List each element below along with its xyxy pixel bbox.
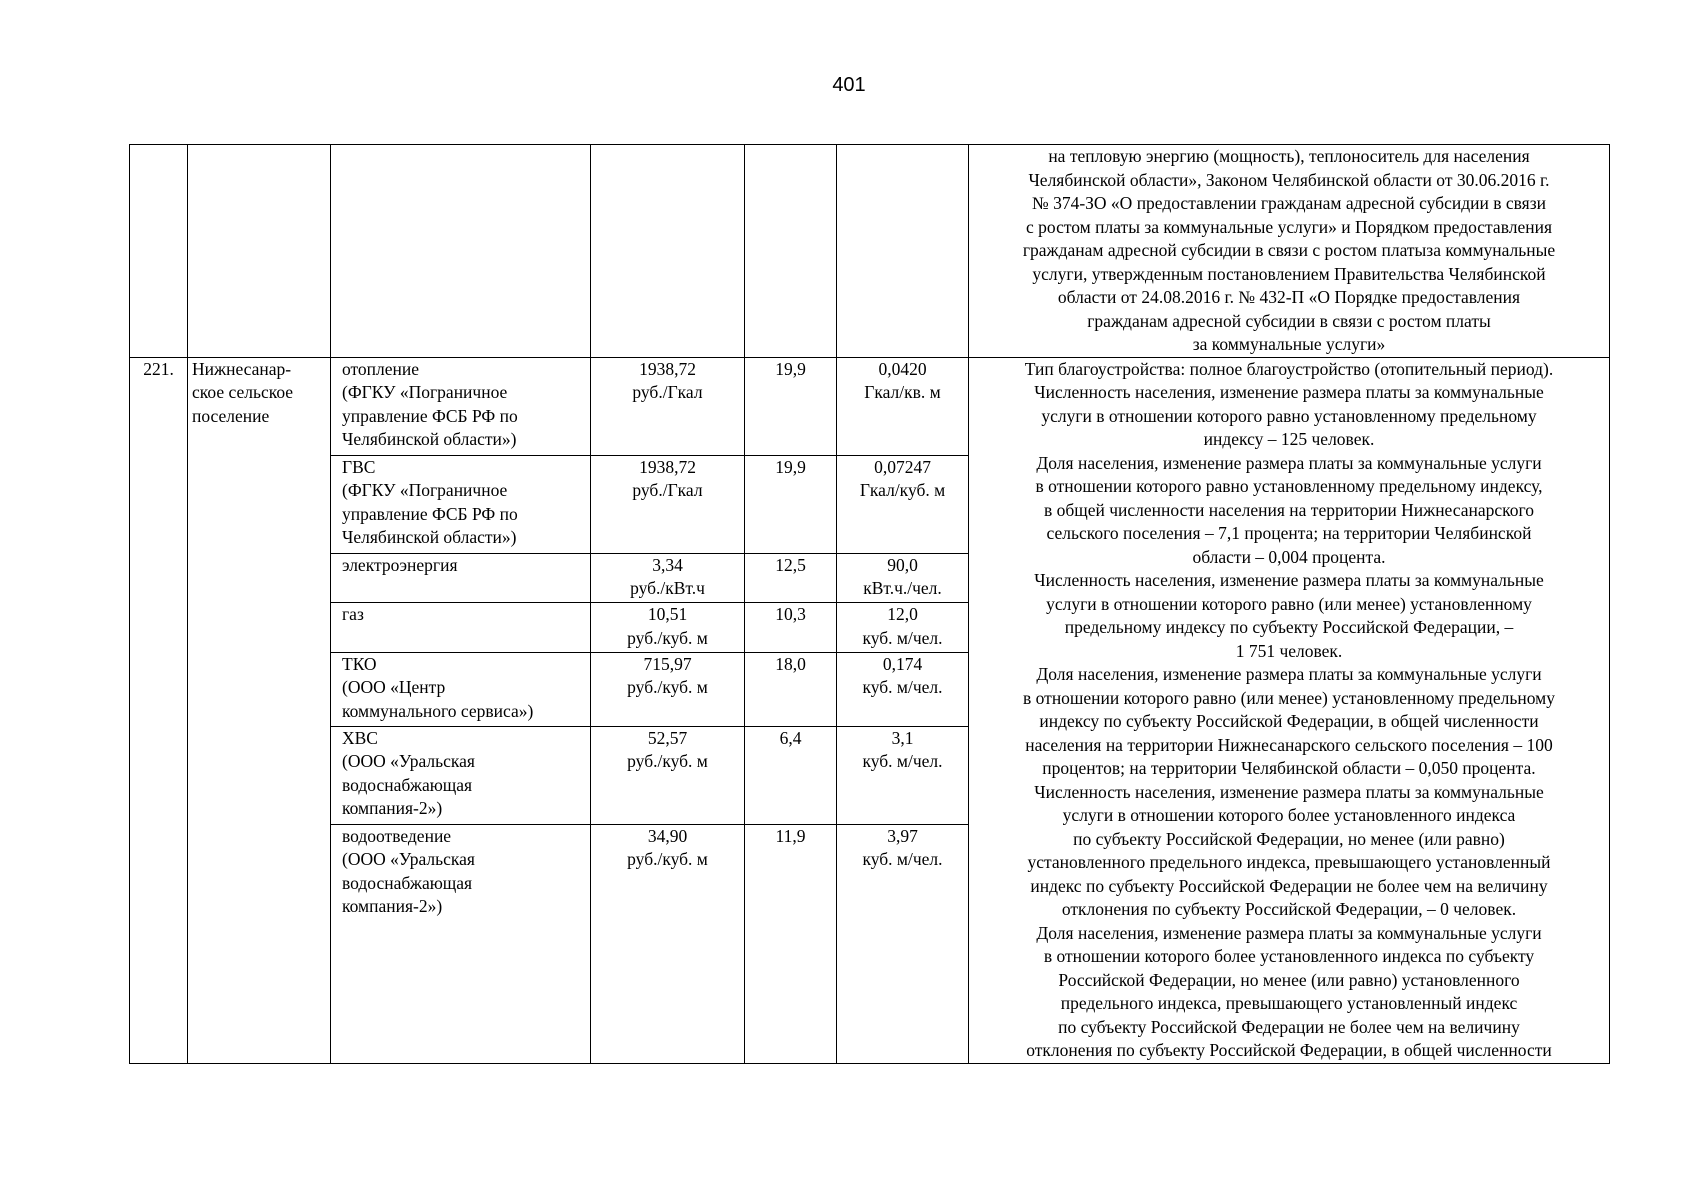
service-name [331, 603, 591, 653]
service-name-line: ГВС [342, 456, 376, 477]
tariff-value [591, 652, 745, 726]
service-name [331, 553, 591, 603]
note-line: с ростом платы за коммунальные услуги» и Порядком предоставления [1026, 216, 1552, 237]
note-line: в отношении которого равно (или менее) установленному предельному [1023, 687, 1555, 708]
tariff-line: 34,90 [647, 825, 688, 846]
note-line: Доля населения, изменение размера платы за коммунальные услуги [1036, 664, 1542, 684]
continuation-note-cell [969, 145, 1610, 358]
tariff-line: руб./кВт.ч [630, 578, 705, 599]
settlement-name [188, 357, 331, 1063]
note-line: индексу по субъекту Российской Федерации, в общей численности [1039, 711, 1539, 731]
settlement-line: ское сельское [192, 382, 294, 402]
norm-value [837, 726, 969, 824]
norm-line: 0,174 [882, 653, 923, 674]
index-value: 12,5 [745, 553, 837, 603]
service-name-line: водоснабжающая [342, 774, 473, 795]
note-line: за коммунальные услуги» [1192, 334, 1386, 354]
note-line: в отношении которого равно установленному предельному индексу, [1035, 476, 1543, 496]
norm-line: куб. м/чел. [862, 627, 943, 648]
service-name-line: управление ФСБ РФ по [342, 503, 518, 524]
service-name [331, 824, 591, 1063]
service-name-line: управление ФСБ РФ по [342, 405, 518, 426]
norm-line: куб. м/чел. [862, 849, 943, 870]
service-name-line: (ФГКУ «Пограничное [342, 480, 508, 501]
service-name [331, 357, 591, 455]
service-name-line: (ООО «Центр [342, 677, 446, 698]
continuation-row [130, 145, 1610, 358]
service-name [331, 455, 591, 553]
service-name-line: коммунального сервиса») [342, 700, 534, 721]
note-line: в общей численности населения на территории Нижнесанарского [1043, 499, 1535, 520]
service-name-line: Челябинской области») [342, 527, 517, 548]
number-cell [130, 145, 188, 358]
tariff-line: 10,51 [647, 604, 688, 625]
index-value: 19,9 [745, 455, 837, 553]
note-line: отклонения по субъекту Российской Федерации, в общей численности [1026, 1040, 1552, 1060]
note-line: предельного индекса, превышающего установленный индекс [1060, 993, 1518, 1013]
note-line: услуги в отношении которого равно установленному предельному [1041, 405, 1537, 426]
tariff-value [591, 726, 745, 824]
service-name-line: компания-2») [342, 896, 443, 917]
note-line: индекс по субъекту Российской Федерации не более чем на величину [1030, 875, 1548, 896]
note-line: отклонения по субъекту Российской Федерации, – 0 человек. [1061, 899, 1517, 919]
tariff-value [591, 357, 745, 455]
tariff-line: руб./куб. м [627, 751, 708, 772]
norm-line: куб. м/чел. [862, 751, 943, 772]
norm-value [837, 357, 969, 455]
service-name-line: ТКО [342, 653, 377, 674]
note-line: Челябинской области», Законом Челябинской области от 30.06.2016 г. [1028, 169, 1550, 190]
service-name-line: водоснабжающая [342, 872, 473, 893]
note-line: услуги в отношении которого более установленного индекса [1062, 805, 1516, 825]
index-value: 6,4 [745, 726, 837, 824]
norm-line: 3,1 [891, 727, 914, 748]
note-line: сельского поселения – 7,1 процента; на территории Челябинской [1046, 523, 1532, 543]
norm-line: куб. м/чел. [862, 677, 943, 698]
note-line: области от 24.08.2016 г. № 432-П «О Порядке предоставления [1057, 287, 1521, 307]
page-number: 401 [832, 74, 866, 96]
entry-note [969, 357, 1610, 1063]
note-line: индексу – 125 человек. [1203, 429, 1375, 449]
note-line: № 374-ЗО «О предоставлении гражданам адресной субсидии в связи [1032, 193, 1546, 213]
note-line: Тип благоустройства: полное благоустройство (отопительный период). [1024, 358, 1554, 379]
note-line: 1 751 человек. [1235, 640, 1343, 661]
norm-line: кВт.ч./чел. [863, 578, 942, 599]
tariff-value [591, 603, 745, 653]
norm-value [837, 652, 969, 726]
service-name-line: (ООО «Уральская [342, 751, 475, 772]
norm-line: 12,0 [887, 604, 918, 625]
norm-line: 90,0 [887, 554, 918, 575]
service-name-line: (ООО «Уральская [342, 849, 475, 870]
service-name-line: ХВС [342, 727, 378, 748]
service-name [331, 726, 591, 824]
service-name-line: Челябинской области») [342, 429, 517, 449]
note-line: Российской Федерации, но менее (или равно) установленного [1058, 969, 1520, 990]
note-line: области – 0,004 процента. [1192, 546, 1386, 567]
note-line: по субъекту Российской Федерации, но менее (или равно) [1073, 828, 1505, 849]
note-line: услуги в отношении которого равно (или менее) установленному [1046, 593, 1532, 614]
index-value: 19,9 [745, 357, 837, 455]
service-name-line: электроэнергия [342, 554, 458, 575]
tariff-line: 52,57 [647, 727, 688, 748]
tariff-value [591, 553, 745, 603]
index-value: 10,3 [745, 603, 837, 653]
norm-cell [837, 145, 969, 358]
service-row [130, 357, 1610, 455]
tariff-line: руб./куб. м [627, 627, 708, 648]
note-line: по субъекту Российской Федерации не более чем на величину [1058, 1016, 1520, 1037]
tariff-table [129, 144, 1610, 1064]
tariff-cell [591, 145, 745, 358]
note-line: Численность населения, изменение размера платы за коммунальные [1034, 382, 1544, 402]
note-line: на тепловую энергию (мощность), теплоноситель для населения [1048, 146, 1530, 166]
note-line: Численность населения, изменение размера платы за коммунальные [1034, 781, 1544, 802]
service-name-line: (ФГКУ «Пограничное [342, 382, 508, 402]
note-line: процентов; на территории Челябинской области – 0,050 процента. [1042, 758, 1536, 778]
service-name-line: газ [342, 604, 364, 625]
service-name-line: водоотведение [342, 825, 452, 846]
service-name-line: компания-2») [342, 798, 443, 819]
settlement-line: Нижнесанар- [192, 358, 292, 379]
service-name [331, 652, 591, 726]
norm-line: Гкал/куб. м [859, 480, 946, 501]
note-line: услуги, утвержденным постановлением Правительства Челябинской [1032, 263, 1546, 284]
tariff-line: 3,34 [652, 554, 683, 575]
note-line: установленного предельного индекса, превышающего установленный [1027, 852, 1551, 872]
tariff-value [591, 455, 745, 553]
norm-value [837, 824, 969, 1063]
tariff-line: руб./Гкал [632, 382, 703, 402]
norm-line: 3,97 [887, 825, 918, 846]
norm-line: Гкал/кв. м [864, 382, 941, 402]
index-value: 18,0 [745, 652, 837, 726]
norm-value [837, 455, 969, 553]
note-line: предельному индексу по субъекту Российской Федерации, – [1064, 617, 1514, 637]
settlement-cell [188, 145, 331, 358]
index-cell [745, 145, 837, 358]
service-name-line: отопление [342, 358, 420, 379]
note-line: Доля населения, изменение размера платы за коммунальные услуги [1036, 922, 1542, 943]
service-cell [331, 145, 591, 358]
tariff-line: 1938,72 [639, 456, 696, 477]
tariff-line: 1938,72 [639, 358, 696, 379]
settlement-line: поселение [192, 405, 270, 426]
note-line: гражданам адресной субсидии в связи с ростом платы [1087, 310, 1491, 331]
note-line: в отношении которого более установленного индекса по субъекту [1043, 946, 1535, 966]
norm-line: 0,07247 [874, 456, 931, 477]
entry-number: 221. [130, 357, 188, 1063]
tariff-line: руб./куб. м [627, 849, 708, 870]
tariff-line: 715,97 [643, 653, 692, 674]
note-line: гражданам адресной субсидии в связи с ростом платыза коммунальные [1022, 240, 1556, 260]
note-line: Доля населения, изменение размера платы за коммунальные услуги [1036, 452, 1542, 473]
norm-value [837, 553, 969, 603]
tariff-line: руб./Гкал [632, 480, 703, 501]
norm-line: 0,0420 [878, 358, 927, 379]
tariff-value [591, 824, 745, 1063]
note-line: Численность населения, изменение размера платы за коммунальные [1034, 570, 1544, 590]
tariff-line: руб./куб. м [627, 677, 708, 698]
note-line: населения на территории Нижнесанарского сельского поселения – 100 [1025, 734, 1553, 755]
index-value: 11,9 [745, 824, 837, 1063]
norm-value [837, 603, 969, 653]
